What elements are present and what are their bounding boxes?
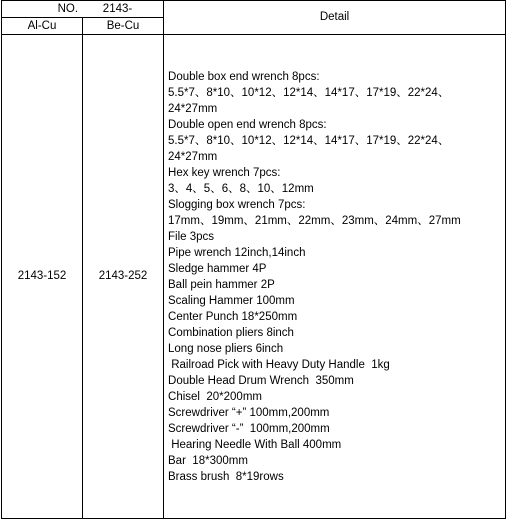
- detail-line: Screwdriver “-” 100mm,200mm: [168, 422, 330, 435]
- detail-cell: [164, 35, 506, 519]
- spec-table: [1, 0, 506, 519]
- detail-line: Hearing Needle With Ball 400mm: [168, 438, 342, 451]
- no-header-cell: [2, 1, 164, 18]
- detail-line: Chisel 20*200mm: [168, 390, 262, 403]
- alcu-header: Al-Cu: [2, 18, 83, 35]
- becu-code: 2143-252: [83, 35, 164, 519]
- detail-line: Bar 18*300mm: [168, 454, 248, 467]
- detail-line: 24*27mm: [168, 150, 218, 163]
- detail-line: Hex key wrench 7pcs:: [168, 166, 281, 179]
- detail-line: Brass brush 8*19rows: [168, 470, 284, 483]
- detail-line: 5.5*7、8*10、10*12、12*14、14*17、17*19、22*24、: [168, 86, 450, 99]
- detail-line: Sledge hammer 4P: [168, 262, 267, 275]
- detail-line: Ball pein hammer 2P: [168, 278, 275, 291]
- becu-header: Be-Cu: [83, 18, 164, 35]
- no-label: NO.: [57, 2, 79, 15]
- detail-header: Detail: [164, 1, 506, 35]
- detail-line: 5.5*7、8*10、10*12、12*14、14*17、17*19、22*24、: [168, 134, 450, 147]
- detail-line: 17mm、19mm、21mm、22mm、23mm、24mm、27mm: [168, 214, 461, 227]
- no-value: 2143-: [102, 2, 133, 15]
- alcu-code: 2143-152: [2, 35, 83, 519]
- detail-line: Double Head Drum Wrench 350mm: [168, 374, 354, 387]
- detail-line: Center Punch 18*250mm: [168, 310, 298, 323]
- detail-line: File 3pcs: [168, 230, 215, 243]
- detail-line: Double open end wrench 8pcs:: [168, 118, 327, 131]
- detail-line: Long nose pliers 6inch: [168, 342, 284, 355]
- detail-line: Screwdriver “+” 100mm,200mm: [168, 406, 330, 419]
- detail-line: 3、4、5、6、8、10、12mm: [168, 182, 314, 195]
- detail-line: Slogging box wrench 7pcs:: [168, 198, 306, 211]
- detail-line: Scaling Hammer 100mm: [168, 294, 295, 307]
- detail-line: 24*27mm: [168, 102, 218, 115]
- detail-line: Double box end wrench 8pcs:: [168, 70, 320, 83]
- detail-line: Pipe wrench 12inch,14inch: [168, 246, 306, 259]
- detail-line: Combination pliers 8inch: [168, 326, 294, 339]
- detail-line: Railroad Pick with Heavy Duty Handle 1kg: [168, 358, 390, 371]
